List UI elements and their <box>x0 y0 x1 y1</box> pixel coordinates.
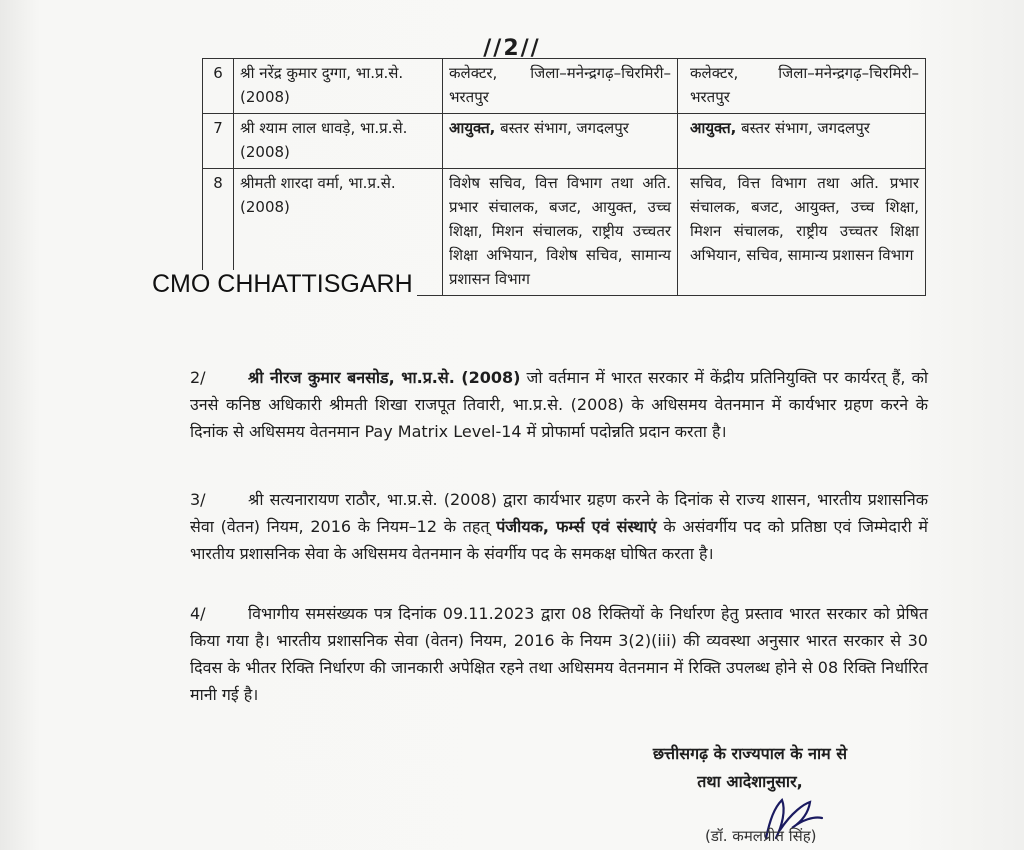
current-post: विशेष सचिव, वित्त विभाग तथा अति. प्रभार संचालक, बजट, आयुक्त, उच्च शिक्षा, मिशन संचालक, राष्ट्रीय उच्चतर शिक्षा अभियान, विशेष सचिव, सामान्य प्रशासन विभाग <box>443 169 678 296</box>
paragraph-4 <box>190 600 928 708</box>
new-post-text: बस्तर संभाग, जगदलपुर <box>736 119 870 137</box>
paragraph-number: 3/ <box>190 490 206 509</box>
officer-posting-table <box>202 58 926 296</box>
closing-line-1: छत्तीसगढ़ के राज्यपाल के नाम से <box>652 744 848 763</box>
signer-name: (डॉ. कमलप्रीत सिंह) <box>705 827 817 845</box>
new-post: सचिव, वित्त विभाग तथा अति. प्रभार संचालक, बजट, आयुक्त, उच्च शिक्षा, मिशन संचालक, राष्ट्रीय उच्चतर शिक्षा अभियान, सचिव, सामान्य प्रशासन विभाग <box>678 169 926 296</box>
serial-number: 7 <box>203 114 234 169</box>
closing-line-2: तथा आदेशानुसार, <box>697 772 803 791</box>
paragraph-text: विभागीय समसंख्यक पत्र दिनांक 09.11.2023 द्वारा 08 रिक्तियों के निर्धारण हेतु प्रस्ताव भारत सरकार को प्रेषित किया गया है। भारतीय प्रशासनिक सेवा (वेतन) नियम, 2016 के नियम 3(2)(iii) की व्यवस्था अनुसार भारत सरकार से 30 दिवस के भीतर रिक्ति निर्धारण की जानकारी अपेक्षित रहने तथा अधिसमय वेतनमान में रिक्ति उपलब्ध होने से 08 रिक्ति निर्धारित मानी गई है। <box>190 604 928 704</box>
serial-number: 6 <box>203 59 234 114</box>
current-post <box>443 114 678 169</box>
table-row <box>203 59 926 114</box>
table-row <box>203 114 926 169</box>
current-post-bold: आयुक्त, <box>449 119 496 137</box>
page-number: //2// <box>483 36 541 61</box>
new-post: कलेक्टर, जिला–मनेन्द्रगढ़–चिरमिरी–भरतपुर <box>678 59 926 114</box>
officer-name: श्रीमती शारदा वर्मा, भा.प्र.से. (2008) <box>234 169 443 296</box>
current-post: कलेक्टर, जिला–मनेन्द्रगढ़–चिरमिरी–भरतपुर <box>443 59 678 114</box>
paragraph-text: जो वर्तमान में भारत सरकार में केंद्रीय प्रतिनियुक्ति पर कार्यरत् हैं, को उनसे कनिष्ठ अधिकारी श्रीमती शिखा राजपूत तिवारी, भा.प्र.से. (2008) के अधिसमय वेतनमान में कार्यभार ग्रहण करने के दिनांक से अधिसमय वेतनमान Pay Matrix Level-14 में प्रोफार्मा पदोन्नति प्रदान करता है। <box>190 368 928 441</box>
officer-name-bold: श्री नीरज कुमार बनसोड, भा.प्र.से. (2008) <box>248 368 521 387</box>
serial-number: 8 <box>203 169 234 296</box>
post-name-bold: पंजीयक, फर्म्स एवं संस्थाएं <box>496 517 657 536</box>
paragraph-3 <box>190 486 928 567</box>
officer-name: श्री श्याम लाल धावड़े, भा.प्र.से. (2008) <box>234 114 443 169</box>
paragraph-text: के असंवर्गीय पद को प्रतिष्ठा एवं जिम्मेदारी में भारतीय प्रशासनिक सेवा के अधिसमय वेतनमान के संवर्गीय पद के समकक्ष घोषित करता है। <box>190 517 928 563</box>
paragraph-text: श्री सत्यनारायण राठौर, भा.प्र.से. (2008) द्वारा कार्यभार ग्रहण करने के दिनांक से राज्य शासन, भारतीय प्रशासनिक सेवा (वेतन) नियम, 2016 के नियम–12 के तहत् <box>190 490 928 536</box>
current-post-text: बस्तर संभाग, जगदलपुर <box>495 119 629 137</box>
watermark-label: CMO CHHATTISGARH <box>148 270 417 299</box>
officer-name: श्री नरेंद्र कुमार दुग्गा, भा.प्र.से. (2008) <box>234 59 443 114</box>
new-post-bold: आयुक्त, <box>690 119 737 137</box>
new-post <box>678 114 926 169</box>
paragraph-2 <box>190 364 928 445</box>
paragraph-number: 2/ <box>190 368 206 387</box>
paragraph-number: 4/ <box>190 604 206 623</box>
